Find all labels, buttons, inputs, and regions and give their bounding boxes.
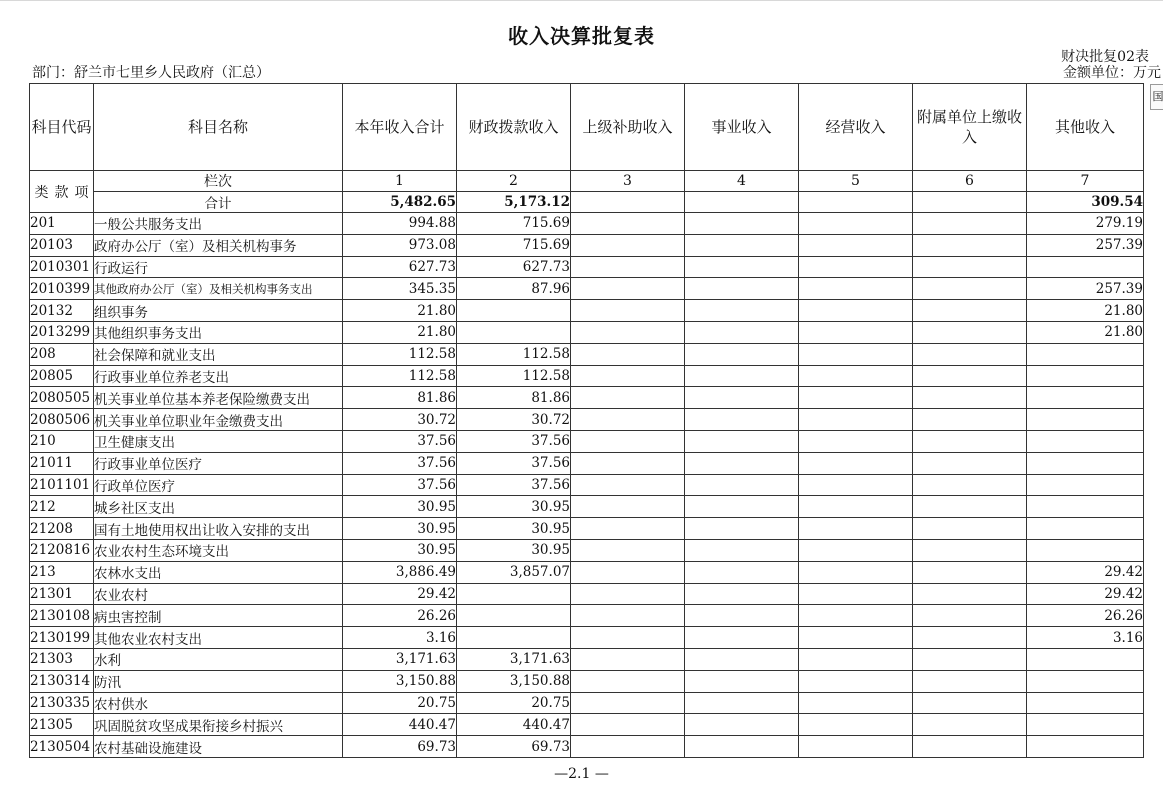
row-affiliated-remittance — [913, 213, 1027, 235]
table-row — [30, 234, 1144, 256]
row-total-income: 30.95 — [343, 518, 457, 540]
table-row — [30, 387, 1144, 409]
row-fiscal-appropriation — [457, 583, 571, 605]
row-fiscal-appropriation: 37.56 — [457, 430, 571, 452]
row-operating-income — [799, 714, 913, 736]
row-higher-subsidy — [571, 496, 685, 518]
row-business-income — [685, 736, 799, 758]
row-operating-income — [799, 300, 913, 322]
row-total-income: 26.26 — [343, 605, 457, 627]
row-operating-income — [799, 365, 913, 387]
row-affiliated-remittance — [913, 387, 1027, 409]
row-total-income: 30.72 — [343, 409, 457, 431]
row-affiliated-remittance — [913, 583, 1027, 605]
row-other-income — [1027, 387, 1144, 409]
row-code: 21305 — [30, 714, 94, 736]
row-code: 213 — [30, 561, 94, 583]
row-higher-subsidy — [571, 736, 685, 758]
row-fiscal-appropriation: 30.95 — [457, 518, 571, 540]
row-higher-subsidy — [571, 234, 685, 256]
header-affiliated-remittance: 附属单位上缴收入 — [913, 84, 1027, 171]
row-higher-subsidy — [571, 213, 685, 235]
row-affiliated-remittance — [913, 692, 1027, 714]
row-other-income — [1027, 409, 1144, 431]
row-affiliated-remittance — [913, 234, 1027, 256]
row-name: 城乡社区支出 — [94, 496, 343, 518]
col-number-4: 4 — [685, 171, 799, 192]
row-name: 行政事业单位养老支出 — [94, 365, 343, 387]
row-fiscal-appropriation: 81.86 — [457, 387, 571, 409]
row-business-income — [685, 278, 799, 300]
col-number-6: 6 — [913, 171, 1027, 192]
row-name: 机关事业单位职业年金缴费支出 — [94, 409, 343, 431]
row-total-income: 37.56 — [343, 452, 457, 474]
row-fiscal-appropriation: 37.56 — [457, 452, 571, 474]
table-row — [30, 648, 1144, 670]
row-higher-subsidy — [571, 409, 685, 431]
row-other-income: 21.80 — [1027, 300, 1144, 322]
row-operating-income — [799, 409, 913, 431]
row-other-income — [1027, 648, 1144, 670]
header-total-income: 本年收入合计 — [343, 84, 457, 171]
row-name: 病虫害控制 — [94, 605, 343, 627]
row-affiliated-remittance — [913, 714, 1027, 736]
row-other-income: 21.80 — [1027, 321, 1144, 343]
total-c6 — [913, 192, 1027, 213]
row-total-income: 3.16 — [343, 627, 457, 649]
row-fiscal-appropriation: 715.69 — [457, 213, 571, 235]
table-row — [30, 474, 1144, 496]
row-affiliated-remittance — [913, 452, 1027, 474]
row-business-income — [685, 627, 799, 649]
income-table — [29, 83, 1144, 758]
row-affiliated-remittance — [913, 648, 1027, 670]
row-other-income: 26.26 — [1027, 605, 1144, 627]
header-other-income: 其他收入 — [1027, 84, 1144, 171]
table-row — [30, 518, 1144, 540]
row-code: 2010399 — [30, 278, 94, 300]
row-code: 21301 — [30, 583, 94, 605]
table-row — [30, 300, 1144, 322]
row-code: 2080505 — [30, 387, 94, 409]
row-business-income — [685, 365, 799, 387]
row-name: 国有土地使用权出让收入安排的支出 — [94, 518, 343, 540]
table-row — [30, 430, 1144, 452]
row-business-income — [685, 409, 799, 431]
table-row — [30, 605, 1144, 627]
row-name: 农村基础设施建设 — [94, 736, 343, 758]
form-number: 财决批复02表 — [1061, 49, 1149, 65]
table-row — [30, 256, 1144, 278]
row-business-income — [685, 605, 799, 627]
row-total-income: 345.35 — [343, 278, 457, 300]
row-total-income: 3,171.63 — [343, 648, 457, 670]
row-other-income — [1027, 736, 1144, 758]
row-business-income — [685, 583, 799, 605]
header-higher-subsidy: 上级补助收入 — [571, 84, 685, 171]
row-affiliated-remittance — [913, 278, 1027, 300]
row-operating-income — [799, 430, 913, 452]
row-higher-subsidy — [571, 561, 685, 583]
column-number-row — [30, 171, 1144, 192]
row-higher-subsidy — [571, 539, 685, 561]
row-code: 2010301 — [30, 256, 94, 278]
col-number-2: 2 — [457, 171, 571, 192]
table-row — [30, 627, 1144, 649]
row-operating-income — [799, 561, 913, 583]
row-other-income: 29.42 — [1027, 561, 1144, 583]
row-code: 20805 — [30, 365, 94, 387]
row-operating-income — [799, 670, 913, 692]
row-name: 政府办公厅（室）及相关机构事务 — [94, 234, 343, 256]
row-name: 行政单位医疗 — [94, 474, 343, 496]
row-fiscal-appropriation — [457, 605, 571, 627]
header-row — [30, 84, 1144, 171]
row-other-income — [1027, 714, 1144, 736]
header-fiscal-appropriation: 财政拨款收入 — [457, 84, 571, 171]
row-operating-income — [799, 256, 913, 278]
row-total-income: 30.95 — [343, 496, 457, 518]
row-name: 组织事务 — [94, 300, 343, 322]
label-xiang: 项 — [74, 184, 89, 201]
row-other-income — [1027, 430, 1144, 452]
class-section-item-label — [30, 171, 94, 213]
row-business-income — [685, 321, 799, 343]
row-higher-subsidy — [571, 452, 685, 474]
row-affiliated-remittance — [913, 605, 1027, 627]
row-affiliated-remittance — [913, 539, 1027, 561]
row-business-income — [685, 213, 799, 235]
row-total-income: 37.56 — [343, 474, 457, 496]
row-higher-subsidy — [571, 583, 685, 605]
table-row — [30, 670, 1144, 692]
row-fiscal-appropriation: 627.73 — [457, 256, 571, 278]
row-name: 农业农村生态环境支出 — [94, 539, 343, 561]
col-number-7: 7 — [1027, 171, 1144, 192]
row-higher-subsidy — [571, 278, 685, 300]
row-affiliated-remittance — [913, 474, 1027, 496]
row-higher-subsidy — [571, 387, 685, 409]
row-fiscal-appropriation — [457, 300, 571, 322]
row-name: 行政事业单位医疗 — [94, 452, 343, 474]
row-business-income — [685, 256, 799, 278]
row-affiliated-remittance — [913, 496, 1027, 518]
row-total-income: 627.73 — [343, 256, 457, 278]
row-business-income — [685, 343, 799, 365]
row-fiscal-appropriation: 20.75 — [457, 692, 571, 714]
row-higher-subsidy — [571, 474, 685, 496]
row-total-income: 20.75 — [343, 692, 457, 714]
row-higher-subsidy — [571, 343, 685, 365]
row-other-income: 29.42 — [1027, 583, 1144, 605]
row-name: 其他组织事务支出 — [94, 321, 343, 343]
total-c5 — [799, 192, 913, 213]
top-border — [0, 0, 1163, 1]
row-code: 21011 — [30, 452, 94, 474]
row-higher-subsidy — [571, 605, 685, 627]
row-total-income: 112.58 — [343, 365, 457, 387]
col-number-3: 3 — [571, 171, 685, 192]
row-code: 2080506 — [30, 409, 94, 431]
row-fiscal-appropriation: 440.47 — [457, 714, 571, 736]
label-kuan: 款 — [54, 184, 69, 201]
table-row — [30, 714, 1144, 736]
row-operating-income — [799, 321, 913, 343]
row-name: 其他农业农村支出 — [94, 627, 343, 649]
row-fiscal-appropriation: 69.73 — [457, 736, 571, 758]
row-name: 防汛 — [94, 670, 343, 692]
row-fiscal-appropriation: 3,171.63 — [457, 648, 571, 670]
table-row — [30, 452, 1144, 474]
row-business-income — [685, 300, 799, 322]
row-name: 农业农村 — [94, 583, 343, 605]
row-fiscal-appropriation: 3,150.88 — [457, 670, 571, 692]
amount-unit: 金额单位：万元 — [1063, 65, 1161, 81]
row-operating-income — [799, 736, 913, 758]
table-row — [30, 561, 1144, 583]
row-fiscal-appropriation: 715.69 — [457, 234, 571, 256]
row-name: 机关事业单位基本养老保险缴费支出 — [94, 387, 343, 409]
table-row — [30, 409, 1144, 431]
row-business-income — [685, 518, 799, 540]
row-code: 2130108 — [30, 605, 94, 627]
row-other-income — [1027, 518, 1144, 540]
row-name: 一般公共服务支出 — [94, 213, 343, 235]
row-affiliated-remittance — [913, 343, 1027, 365]
row-business-income — [685, 496, 799, 518]
total-c3 — [571, 192, 685, 213]
row-fiscal-appropriation — [457, 627, 571, 649]
row-affiliated-remittance — [913, 321, 1027, 343]
row-other-income — [1027, 539, 1144, 561]
row-operating-income — [799, 692, 913, 714]
row-higher-subsidy — [571, 627, 685, 649]
page-title: 收入决算批复表 — [508, 24, 655, 48]
row-higher-subsidy — [571, 714, 685, 736]
label-lei: 类 — [34, 184, 49, 201]
row-other-income: 279.19 — [1027, 213, 1144, 235]
table-row — [30, 583, 1144, 605]
row-name: 农林水支出 — [94, 561, 343, 583]
row-business-income — [685, 561, 799, 583]
row-higher-subsidy — [571, 692, 685, 714]
row-total-income: 973.08 — [343, 234, 457, 256]
row-name: 水利 — [94, 648, 343, 670]
row-operating-income — [799, 605, 913, 627]
row-total-income: 69.73 — [343, 736, 457, 758]
row-higher-subsidy — [571, 430, 685, 452]
row-operating-income — [799, 452, 913, 474]
row-code: 21208 — [30, 518, 94, 540]
row-other-income: 257.39 — [1027, 234, 1144, 256]
row-total-income: 37.56 — [343, 430, 457, 452]
row-total-income: 81.86 — [343, 387, 457, 409]
row-business-income — [685, 539, 799, 561]
page-number: —2.1 — — [554, 766, 609, 782]
row-affiliated-remittance — [913, 518, 1027, 540]
row-higher-subsidy — [571, 670, 685, 692]
row-code: 20103 — [30, 234, 94, 256]
total-c7: 309.54 — [1027, 192, 1144, 213]
row-affiliated-remittance — [913, 561, 1027, 583]
row-fiscal-appropriation: 3,857.07 — [457, 561, 571, 583]
row-name: 巩固脱贫攻坚成果衔接乡村振兴 — [94, 714, 343, 736]
row-total-income: 994.88 — [343, 213, 457, 235]
row-operating-income — [799, 343, 913, 365]
row-code: 2130314 — [30, 670, 94, 692]
row-operating-income — [799, 539, 913, 561]
row-other-income: 257.39 — [1027, 278, 1144, 300]
row-affiliated-remittance — [913, 365, 1027, 387]
row-fiscal-appropriation: 30.72 — [457, 409, 571, 431]
table-row — [30, 278, 1144, 300]
row-other-income — [1027, 692, 1144, 714]
row-code: 21303 — [30, 648, 94, 670]
side-tab[interactable]: 国 — [1150, 84, 1163, 110]
row-business-income — [685, 430, 799, 452]
row-business-income — [685, 234, 799, 256]
row-fiscal-appropriation: 30.95 — [457, 496, 571, 518]
row-code: 2130504 — [30, 736, 94, 758]
row-business-income — [685, 648, 799, 670]
table-body — [30, 84, 1144, 758]
row-fiscal-appropriation: 87.96 — [457, 278, 571, 300]
table-row — [30, 343, 1144, 365]
col-number-5: 5 — [799, 171, 913, 192]
row-business-income — [685, 387, 799, 409]
row-total-income: 112.58 — [343, 343, 457, 365]
row-affiliated-remittance — [913, 256, 1027, 278]
row-operating-income — [799, 648, 913, 670]
row-operating-income — [799, 583, 913, 605]
row-higher-subsidy — [571, 321, 685, 343]
row-code: 2013299 — [30, 321, 94, 343]
row-code: 2130335 — [30, 692, 94, 714]
row-higher-subsidy — [571, 518, 685, 540]
row-code: 212 — [30, 496, 94, 518]
row-other-income — [1027, 496, 1144, 518]
row-name: 行政运行 — [94, 256, 343, 278]
row-total-income: 29.42 — [343, 583, 457, 605]
row-code: 2120816 — [30, 539, 94, 561]
total-c2: 5,173.12 — [457, 192, 571, 213]
row-affiliated-remittance — [913, 627, 1027, 649]
table-row — [30, 496, 1144, 518]
total-c4 — [685, 192, 799, 213]
row-other-income — [1027, 452, 1144, 474]
row-operating-income — [799, 213, 913, 235]
row-fiscal-appropriation: 30.95 — [457, 539, 571, 561]
row-total-income: 3,886.49 — [343, 561, 457, 583]
row-code: 201 — [30, 213, 94, 235]
header-operating-income: 经营收入 — [799, 84, 913, 171]
row-fiscal-appropriation — [457, 321, 571, 343]
row-other-income — [1027, 670, 1144, 692]
row-other-income — [1027, 365, 1144, 387]
row-code: 20132 — [30, 300, 94, 322]
row-total-income: 440.47 — [343, 714, 457, 736]
row-code: 2130199 — [30, 627, 94, 649]
row-code: 2101101 — [30, 474, 94, 496]
row-business-income — [685, 670, 799, 692]
table-row — [30, 213, 1144, 235]
row-other-income — [1027, 343, 1144, 365]
row-operating-income — [799, 518, 913, 540]
row-other-income — [1027, 256, 1144, 278]
row-operating-income — [799, 387, 913, 409]
row-name: 卫生健康支出 — [94, 430, 343, 452]
row-fiscal-appropriation: 37.56 — [457, 474, 571, 496]
row-operating-income — [799, 234, 913, 256]
row-fiscal-appropriation: 112.58 — [457, 343, 571, 365]
department-label: 部门：舒兰市七里乡人民政府（汇总） — [32, 65, 270, 81]
row-affiliated-remittance — [913, 736, 1027, 758]
row-total-income: 3,150.88 — [343, 670, 457, 692]
row-higher-subsidy — [571, 300, 685, 322]
row-operating-income — [799, 627, 913, 649]
row-business-income — [685, 452, 799, 474]
row-higher-subsidy — [571, 365, 685, 387]
row-name: 社会保障和就业支出 — [94, 343, 343, 365]
row-operating-income — [799, 474, 913, 496]
row-affiliated-remittance — [913, 300, 1027, 322]
total-label: 合计 — [94, 192, 343, 213]
row-higher-subsidy — [571, 256, 685, 278]
row-other-income — [1027, 474, 1144, 496]
row-operating-income — [799, 496, 913, 518]
table-row — [30, 321, 1144, 343]
table-row — [30, 692, 1144, 714]
row-code: 208 — [30, 343, 94, 365]
row-other-income: 3.16 — [1027, 627, 1144, 649]
row-total-income: 21.80 — [343, 321, 457, 343]
row-affiliated-remittance — [913, 409, 1027, 431]
col-number-1: 1 — [343, 171, 457, 192]
row-operating-income — [799, 278, 913, 300]
row-name: 农村供水 — [94, 692, 343, 714]
row-total-income: 30.95 — [343, 539, 457, 561]
row-code: 210 — [30, 430, 94, 452]
row-name: 其他政府办公厅（室）及相关机构事务支出 — [94, 278, 343, 300]
lanci-label: 栏次 — [94, 171, 343, 192]
header-business-income: 事业收入 — [685, 84, 799, 171]
row-business-income — [685, 714, 799, 736]
row-affiliated-remittance — [913, 430, 1027, 452]
row-fiscal-appropriation: 112.58 — [457, 365, 571, 387]
table-row — [30, 365, 1144, 387]
total-row — [30, 192, 1144, 213]
table-row — [30, 539, 1144, 561]
table-row — [30, 736, 1144, 758]
header-code: 科目代码 — [30, 84, 94, 171]
row-business-income — [685, 692, 799, 714]
row-higher-subsidy — [571, 648, 685, 670]
row-affiliated-remittance — [913, 670, 1027, 692]
row-total-income: 21.80 — [343, 300, 457, 322]
row-business-income — [685, 474, 799, 496]
header-name: 科目名称 — [94, 84, 343, 171]
total-c1: 5,482.65 — [343, 192, 457, 213]
